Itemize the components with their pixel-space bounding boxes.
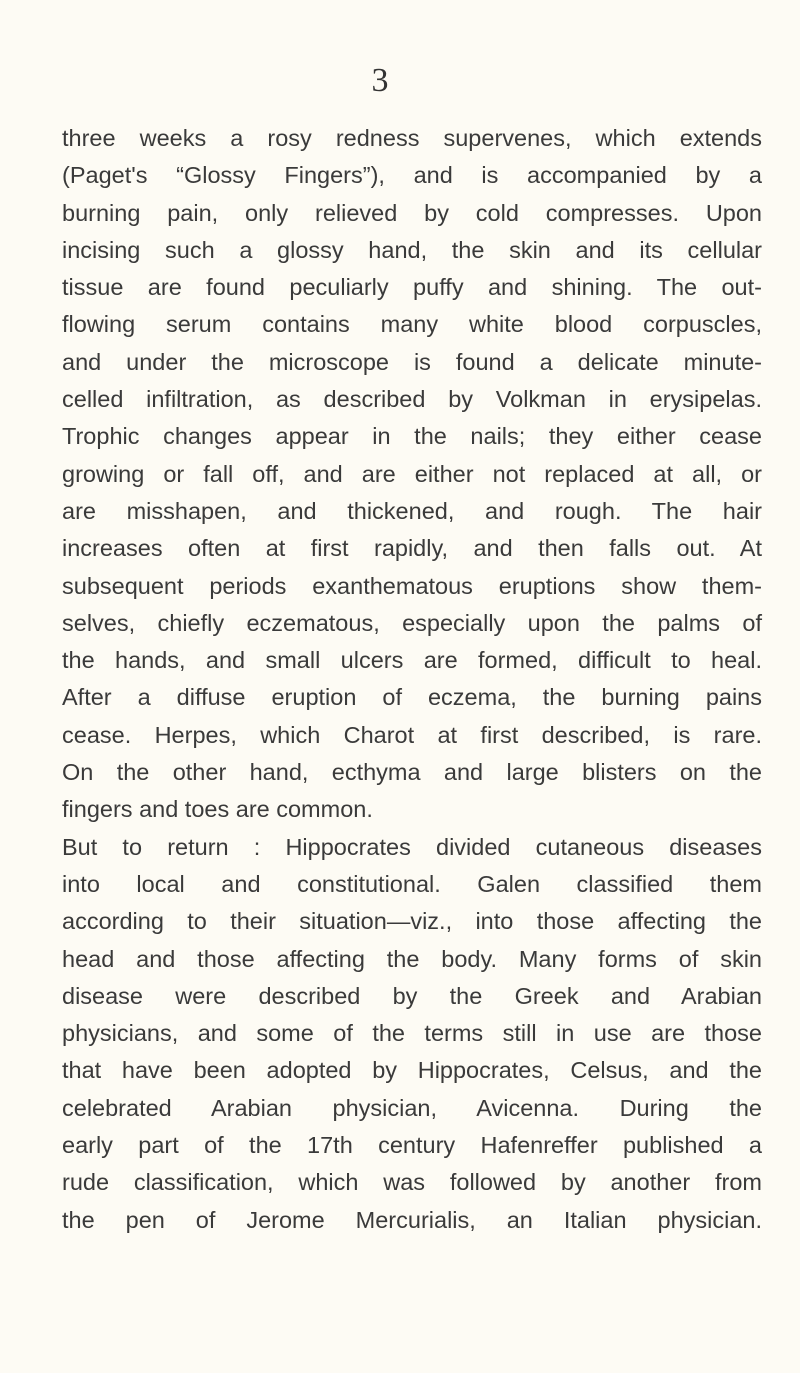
text-line: flowing serum contains many white blood corpuscles, (62, 311, 762, 338)
text-line: burning pain, only relieved by cold compresses. Upon (62, 199, 762, 226)
text-line: After a diffuse eruption of eczema, the burning pains (62, 684, 762, 711)
text-line: the pen of Jerome Mercurialis, an Italian physician. (62, 1206, 762, 1233)
text-line: selves, chiefly eczematous, especially upon the palms of (62, 609, 762, 636)
text-line: into local and constitutional. Galen classified them (62, 870, 762, 897)
text-line: and under the microscope is found a delicate minute- (62, 348, 762, 375)
text-line: are misshapen, and thickened, and rough. The hair (62, 497, 762, 524)
text-line: the hands, and small ulcers are formed, difficult to heal. (62, 647, 762, 674)
page-number: 3 (371, 62, 389, 99)
text-line: But to return : Hippocrates divided cutaneous diseases (62, 833, 762, 860)
text-line: head and those affecting the body. Many forms of skin (62, 945, 762, 972)
text-line: subsequent periods exanthematous eruptions show them- (62, 572, 762, 599)
text-line: increases often at first rapidly, and then falls out. At (62, 535, 762, 562)
text-line: celebrated Arabian physician, Avicenna. During the (62, 1094, 762, 1121)
text-line: that have been adopted by Hippocrates, Celsus, and the (62, 1057, 762, 1084)
text-line: physicians, and some of the terms still in use are those (62, 1020, 762, 1047)
text-line: Trophic changes appear in the nails; they either cease (62, 423, 762, 450)
text-line: disease were described by the Greek and Arabian (62, 982, 762, 1009)
body-text (62, 120, 762, 1239)
text-line: incising such a glossy hand, the skin and its cellular (62, 236, 762, 263)
text-line: (Paget's “Glossy Fingers”), and is accompanied by a (62, 162, 762, 189)
text-line: growing or fall off, and are either not replaced at all, or (62, 460, 762, 487)
text-line: On the other hand, ecthyma and large blisters on the (62, 759, 762, 786)
text-line: cease. Herpes, which Charot at first described, is rare. (62, 721, 762, 748)
text-line: fingers and toes are common. (62, 796, 373, 823)
text-line: rude classification, which was followed by another from (62, 1169, 762, 1196)
text-line: early part of the 17th century Hafenreffer published a (62, 1132, 762, 1159)
text-line: celled infiltration, as described by Volkman in erysipelas. (62, 386, 762, 413)
text-line: tissue are found peculiarly puffy and shining. The out- (62, 274, 762, 301)
text-line: three weeks a rosy redness supervenes, which extends (62, 125, 762, 151)
text-line: according to their situation—viz., into those affecting the (62, 908, 762, 935)
